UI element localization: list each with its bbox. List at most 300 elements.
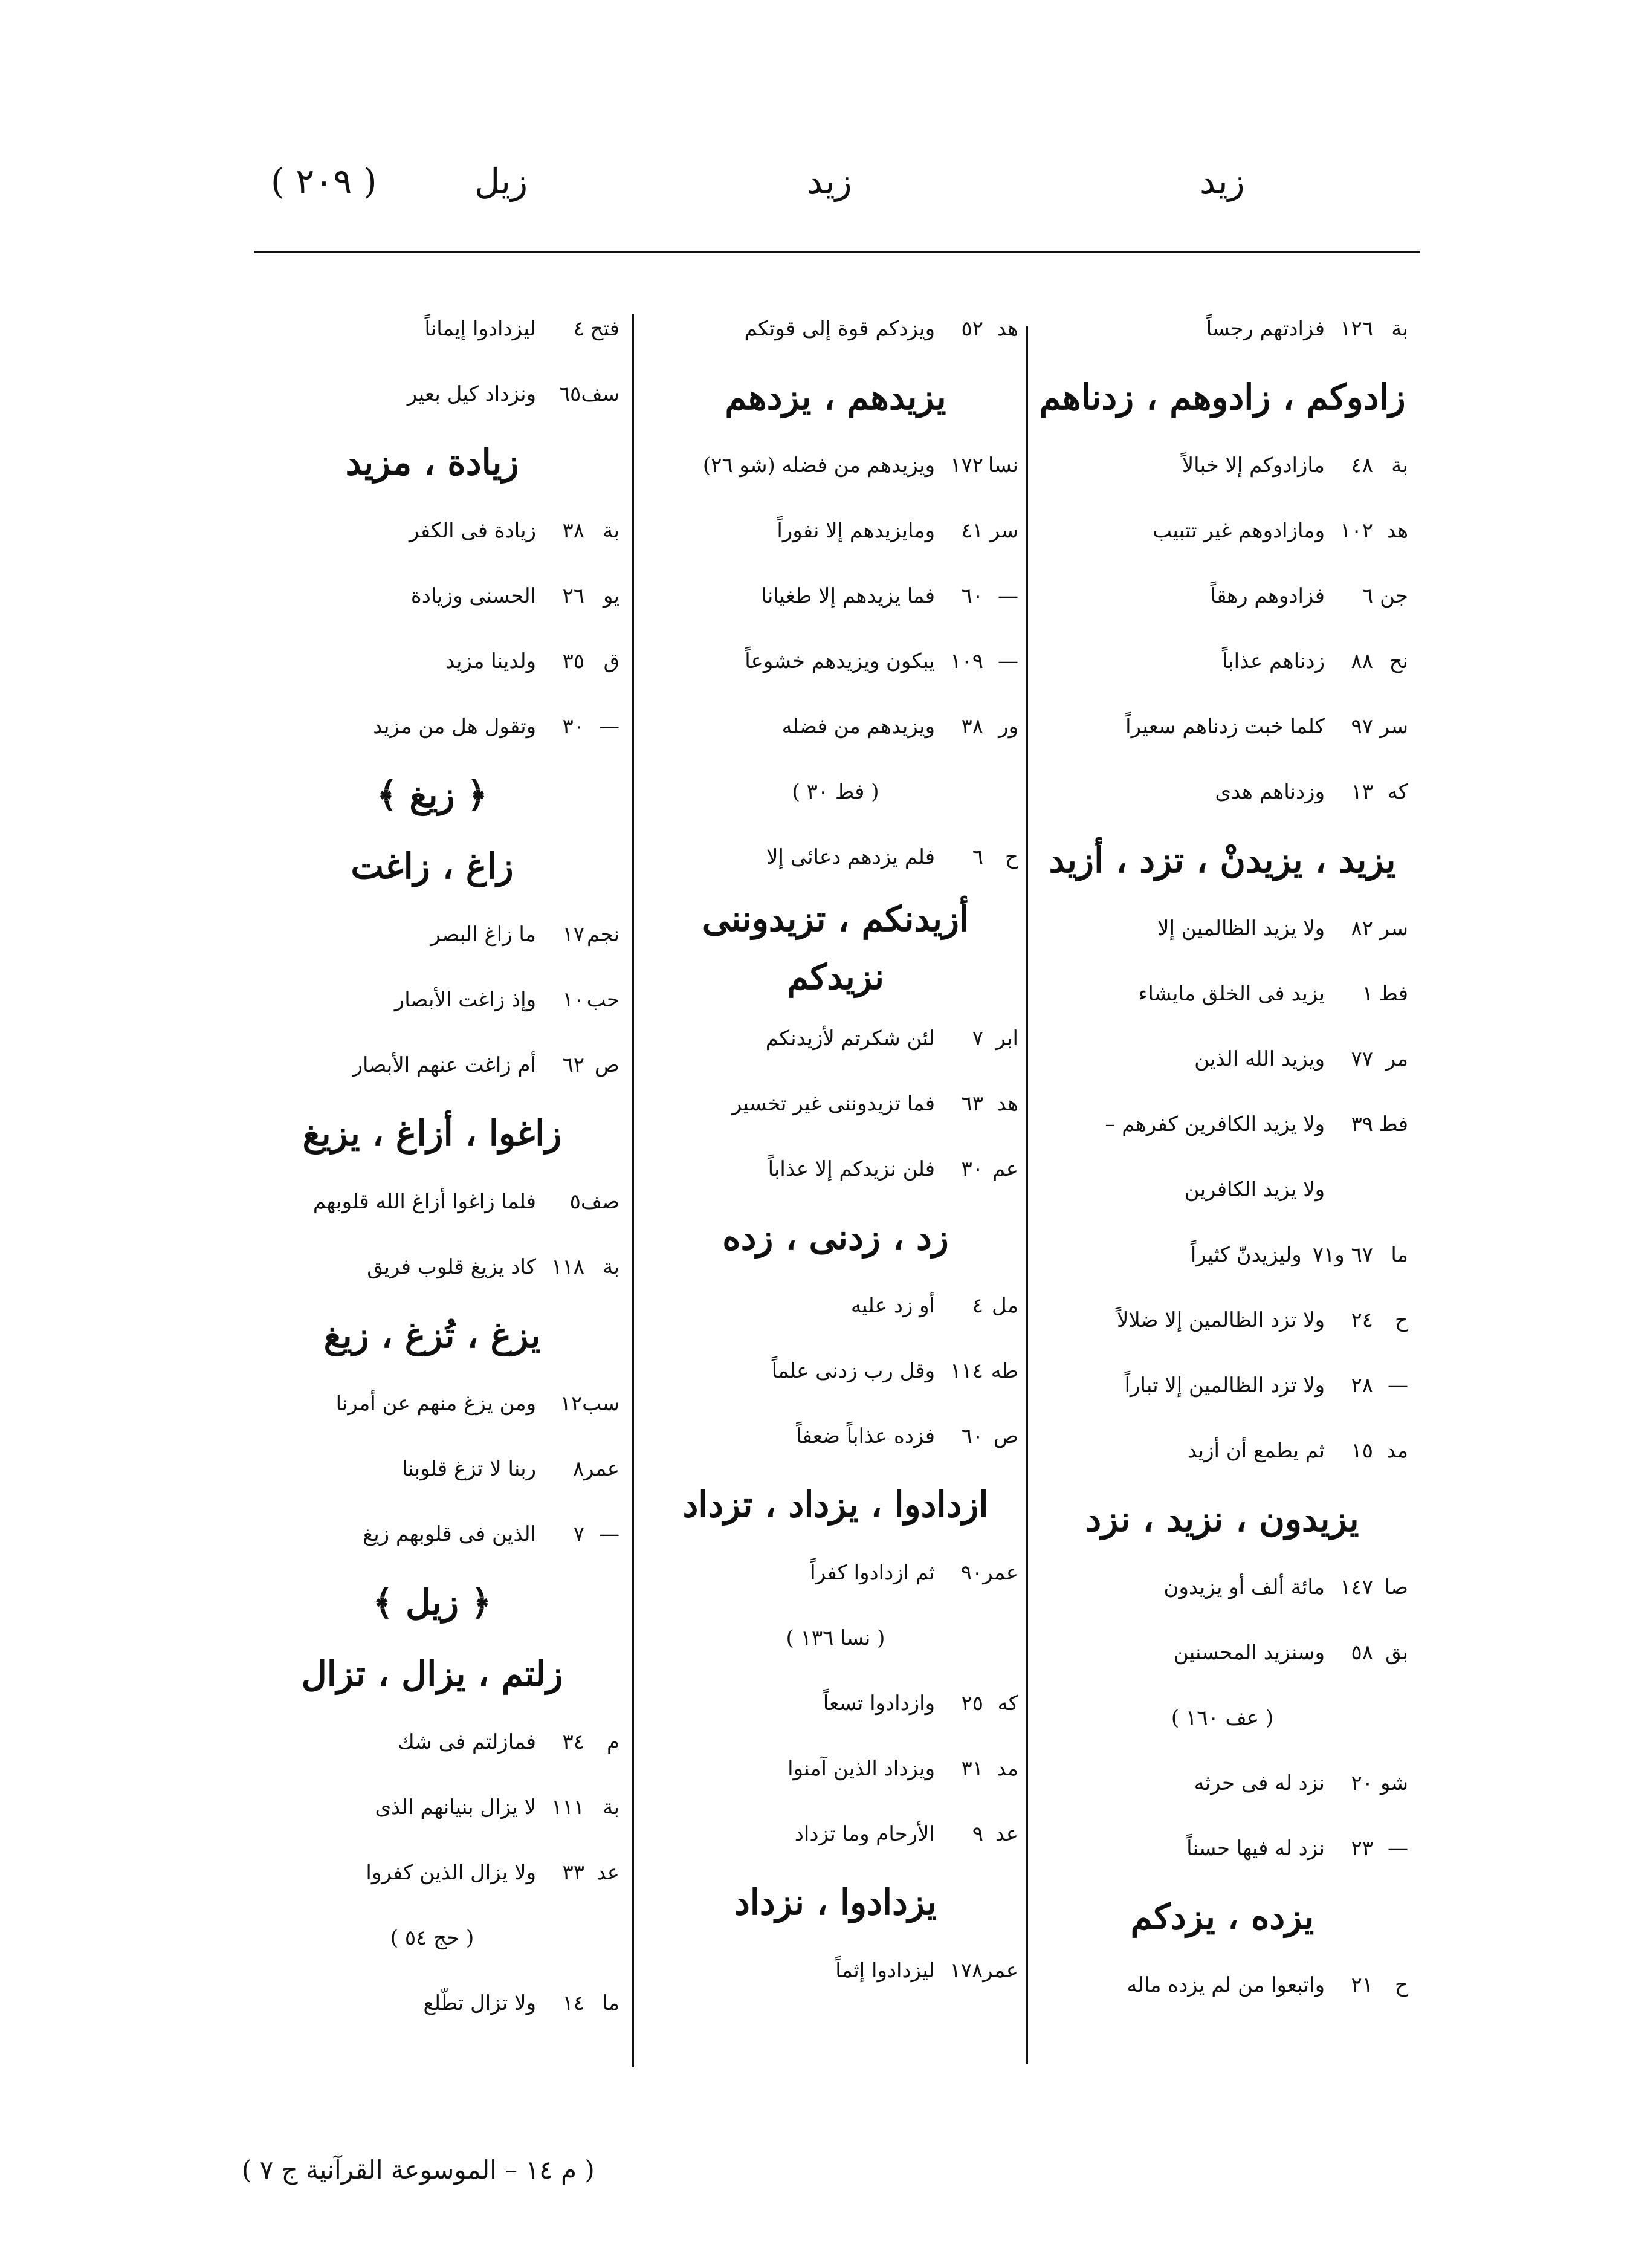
verse-number: ٥٢ [961,317,983,341]
sura-abbreviation: ح [1005,845,1018,869]
verse-text: الذين فى قلوبهم زيغ [363,1522,536,1546]
sura-abbreviation: ح [1395,1308,1408,1332]
verse-text: مازادوكم إلا خبالاً [1182,453,1325,478]
verse-reference [1336,1026,1408,1092]
sura-abbreviation: بة [603,1255,619,1279]
verse-reference [1336,498,1408,563]
sura-abbreviation: عم [992,1157,1018,1181]
verse-text: نزد له فيها حسناً [1186,1836,1325,1861]
verse-number: ٢٣ [1351,1836,1373,1861]
sura-abbreviation: مر [1386,1047,1408,1071]
verse-reference [1336,1620,1408,1685]
verse-reference [1313,1222,1408,1288]
entry-heading: يزيدون ، نزيد ، نزد [1085,1498,1359,1540]
verse-entry [653,694,1018,759]
verse-reference [1336,296,1408,361]
verse-text: لا يزال بنيانهم الذى [375,1795,536,1819]
verse-number: ٤ [972,1294,983,1318]
sura-abbreviation: مل [992,1294,1018,1318]
entry-heading: ﴿ زيل ﴾ [372,1582,492,1623]
verse-number: ٢١ [1351,1973,1373,1997]
entry-heading: نزيدكم [787,956,884,997]
verse-entry [653,1136,1018,1202]
verse-entry [653,629,1018,694]
verse-number: ٢٨ [1351,1373,1373,1398]
sura-abbreviation: صف [580,1190,619,1214]
verse-text: الأرحام وما تزداد [794,1822,935,1846]
verse-reference [1336,896,1408,961]
verse-text: مائة ألف أو يزيدون [1163,1575,1325,1599]
verse-number: ٤ [573,317,584,341]
verse-reference [1336,563,1408,629]
verse-reference [547,1436,619,1502]
verse-reference [547,902,619,967]
column-left [245,296,619,2036]
verse-number: ٢٥ [961,1691,983,1716]
verse-text: وسنزيد المحسنين [1173,1641,1325,1665]
verse-text: ويزيد الله الذين [1194,1047,1325,1071]
verse-number: ٧٧ [1351,1047,1373,1071]
sura-abbreviation: هد [997,317,1018,341]
sura-abbreviation: نسا [988,453,1018,478]
verse-entry [653,1736,1018,1801]
verse-reference [946,1736,1018,1801]
verse-reference [1336,694,1408,759]
verse-text: زدناهم عذاباً [1221,649,1325,673]
verse-text: ولا يزال الذين كفروا [366,1861,536,1885]
verse-number: ٣٨ [961,714,983,739]
verse-number: ٦ [972,845,983,869]
verse-entry [1036,563,1408,629]
sura-abbreviation: — [1388,1836,1408,1861]
verse-reference [547,361,619,427]
verse-number: ٨ [573,1457,584,1481]
entry-heading: يزده ، يزدكم [1130,1896,1314,1937]
verse-reference [547,1234,619,1300]
sura-abbreviation: هد [997,1092,1018,1116]
sura-abbreviation: سب [582,1392,619,1416]
verse-entry [1036,1418,1408,1483]
verse-reference [946,1671,1018,1736]
verse-reference [547,1371,619,1436]
verse-text: ولا يزيد الكافرين [1184,1178,1325,1202]
verse-number: ٢٠ [1351,1771,1373,1795]
verse-reference [946,1404,1018,1469]
verse-entry [653,1006,1018,1071]
sura-abbreviation: سر [989,519,1018,543]
sura-abbreviation: طه [991,1359,1018,1383]
verse-entry [245,361,619,427]
sura-abbreviation: هد [1386,519,1408,543]
verse-reference [1336,1952,1408,2018]
header-rule [254,251,1420,253]
sura-abbreviation: فط [1379,1112,1408,1136]
sura-abbreviation: فط [1379,982,1408,1006]
sura-abbreviation: — [599,714,619,739]
verse-text: ولا تزد الظالمين إلا تباراً [1124,1373,1325,1398]
header-word-left: زيل [474,161,528,202]
verse-reference [547,498,619,563]
verse-number: ٨٢ [1351,916,1373,941]
verse-reference [946,1801,1018,1867]
verse-number: ١٠ [562,988,584,1012]
verse-text: فلن نزيدكم إلا عذاباً [768,1157,935,1181]
verse-text: وزدناهم هدى [1215,780,1325,804]
verse-reference [946,1273,1018,1338]
verse-number: ٣٨ [562,519,584,543]
verse-number: ٣٥ [562,649,584,673]
verse-reference [1336,629,1408,694]
entry-heading: يزغ ، تُزغ ، زيغ [323,1315,541,1356]
verse-number: ١٧٢ [950,453,983,478]
verse-reference [1336,1555,1408,1620]
verse-entry [653,1671,1018,1736]
sura-abbreviation: عمر [983,1561,1018,1585]
verse-entry [245,296,619,361]
verse-text: ربنا لا تزغ قلوبنا [402,1457,536,1481]
verse-text: أم زاغت عنهم الأبصار [352,1053,536,1077]
entry-heading: يزيدهم ، يزدهم [725,377,946,418]
verse-number: ١٢٦ [1340,317,1373,341]
verse-entry [1036,433,1408,498]
verse-text: فما تزيدوننى غير تخسير [731,1092,935,1116]
verse-entry [245,1775,619,1840]
verse-number: ٩٠ [960,1561,983,1585]
verse-number: ١١١ [551,1795,584,1819]
verse-entry [1036,629,1408,694]
verse-text: الحسنى وزيادة [410,584,536,608]
verse-number: ٣٩ [1351,1112,1373,1136]
cross-reference: ( فط ٣٠ ) [792,780,879,804]
entry-heading: ازدادوا ، يزداد ، تزداد [682,1484,989,1525]
verse-text: وتقول هل من مزيد [373,714,536,739]
verse-reference [1336,1288,1408,1353]
verse-number: ٣٠ [562,714,584,739]
verse-reference [547,1169,619,1234]
verse-text: فما يزيدهم إلا طغيانا [761,584,935,608]
entry-heading: زادوكم ، زادوهم ، زدناهم [1039,377,1406,418]
entry-heading: يزيد ، يزيدنْ ، تزد ، أزيد [1049,840,1396,881]
sura-abbreviation: فتح [590,317,619,341]
verse-text: ومن يزغ منهم عن أمرنا [335,1392,536,1416]
verse-number: ١٥ [1351,1439,1373,1463]
verse-text: ولا تزال تطّلع [423,1991,536,2015]
verse-entry [1036,1952,1408,2018]
verse-reference [547,694,619,759]
verse-number: ١٠٩ [950,649,983,673]
verse-text: فزده عذاباً ضعفاً [796,1424,935,1448]
verse-entry [1036,1816,1408,1881]
verse-reference [1336,961,1408,1026]
verse-entry [245,694,619,759]
sura-abbreviation: كه [1387,780,1408,804]
verse-entry [245,1169,619,1234]
column-divider [632,314,634,2067]
verse-reference [547,1032,619,1098]
verse-reference [946,1938,1018,2003]
verse-entry [1036,296,1408,361]
verse-number: ٩ [972,1822,983,1846]
verse-entry [1036,1555,1408,1620]
sura-abbreviation: بة [1391,317,1408,341]
verse-text: فلم يزدهم دعائى إلا [766,845,935,869]
sura-abbreviation: ق [603,649,619,673]
verse-entry [1036,1288,1408,1353]
column-right [1036,296,1408,2018]
cross-reference: ( حج ٥٤ ) [390,1926,474,1950]
verse-entry [1036,1751,1408,1816]
verse-entry [245,1840,619,1905]
sura-abbreviation: عد [995,1822,1018,1846]
sura-abbreviation: بة [603,1795,619,1819]
verse-reference [547,1775,619,1840]
sura-abbreviation: م [606,1730,619,1754]
verse-entry [1036,1026,1408,1092]
sura-abbreviation: — [599,1522,619,1546]
verse-reference [946,694,1018,759]
verse-reference [946,825,1018,890]
verse-reference [946,498,1018,563]
sura-abbreviation: ح [1395,1973,1408,1997]
verse-text: ويزداد الذين آمنوا [787,1757,935,1781]
entry-heading: زاغوا ، أزاغ ، يزيغ [302,1113,562,1154]
sura-abbreviation: جن [1380,584,1408,608]
verse-entry [1036,1157,1408,1222]
sura-abbreviation: سف [581,382,619,406]
verse-entry [653,1338,1018,1404]
sura-abbreviation: ما [1391,1243,1408,1267]
verse-text: ثم ازدادوا كفراً [810,1561,935,1585]
verse-entry [1036,694,1408,759]
verse-reference [946,1136,1018,1202]
sura-abbreviation: ور [998,714,1018,739]
verse-text: ويزدكم قوة إلى قوتكم [744,317,935,341]
verse-text: ويزيدهم من فضله (شو ٢٦) [702,453,935,478]
verse-number: ١ [1362,982,1373,1006]
entry-heading: زد ، زدنى ، زده [722,1217,949,1258]
sura-abbreviation: بق [1385,1641,1408,1665]
verse-number: ٦٣ [961,1092,983,1116]
verse-entry [245,1709,619,1775]
verse-text: ويزيدهم من فضله [781,714,935,739]
verse-number: ٨٨ [1351,649,1373,673]
verse-number: ٦٠ [961,584,983,608]
verse-number: ٣١ [961,1757,983,1781]
sura-abbreviation: مد [1386,1439,1408,1463]
verse-number: ٢٤ [1351,1308,1373,1332]
verse-entry [245,1032,619,1098]
verse-reference [1336,1816,1408,1881]
verse-number: ٦٥ [558,382,581,406]
sura-abbreviation: مد [996,1757,1018,1781]
sura-abbreviation: نجم [586,922,619,947]
sura-abbreviation: عمر [584,1457,619,1481]
verse-number: ١٣ [1351,780,1373,804]
entry-heading: ﴿ زيغ ﴾ [377,774,488,815]
verse-number: ١٧ [562,922,584,947]
verse-entry [245,1971,619,2036]
verse-number: ١٤٧ [1340,1575,1373,1599]
verse-entry [245,967,619,1032]
verse-number: ٤٨ [1351,453,1373,478]
verse-number: ٦٠ [961,1424,983,1448]
verse-entry [245,1436,619,1502]
verse-text: يبكون ويزيدهم خشوعاً [745,649,935,673]
verse-number: ٦٢ [562,1053,584,1077]
cross-reference: ( نسا ١٣٦ ) [786,1626,885,1650]
sura-abbreviation: — [998,649,1018,673]
verse-reference [946,1540,1018,1605]
sura-abbreviation: ص [594,1053,619,1077]
verse-text: وازدادوا تسعاً [823,1691,935,1716]
verse-entry [653,296,1018,361]
verse-reference [1336,759,1408,825]
verse-text: واتبعوا من لم يزده ماله [1127,1973,1325,1997]
verse-entry [245,1371,619,1436]
verse-reference [1336,1157,1408,1222]
column-divider [1026,326,1028,2064]
verse-text: ليزدادوا إثماً [835,1959,935,1983]
verse-reference [1336,1353,1408,1418]
entry-heading: يزدادوا ، نزداد [734,1882,937,1923]
verse-number: ٣٤ [562,1730,584,1754]
verse-text: لئن شكرتم لأزيدنكم [765,1026,935,1051]
verse-entry [1036,1092,1408,1157]
verse-text: وقل رب زدنى علماً [771,1359,935,1383]
verse-text: كاد يزيغ قلوب فريق [367,1255,536,1279]
verse-number: ١٠٢ [1340,519,1373,543]
verse-number: ٧ [573,1522,584,1546]
footer-note: ( م ١٤ – الموسوعة القرآنية ج ٧ ) [242,2155,595,2185]
verse-entry [245,629,619,694]
verse-entry [653,825,1018,890]
page-number: ( ٢٠٩ ) [271,161,377,202]
verse-number: ٥ [569,1190,581,1214]
verse-entry [245,1502,619,1567]
verse-reference [547,629,619,694]
verse-entry [1036,759,1408,825]
verse-text: ونزداد كيل بعير [407,382,536,406]
sura-abbreviation: سر [1379,714,1408,739]
verse-reference [547,1502,619,1567]
sura-abbreviation: بة [603,519,619,543]
sura-abbreviation: عمر [983,1959,1018,1983]
verse-number: ٦٧ و٧١ [1312,1243,1373,1267]
sura-abbreviation: — [1388,1373,1408,1398]
verse-reference [547,967,619,1032]
verse-reference [547,1840,619,1905]
verse-text: ولا يزيد الكافرين كفرهم – [1105,1112,1325,1136]
verse-number: ٥٨ [1351,1641,1373,1665]
verse-reference [547,1709,619,1775]
verse-reference [946,563,1018,629]
sura-abbreviation: نح [1389,649,1408,673]
verse-entry [1036,1353,1408,1418]
verse-number: ٣٣ [562,1861,584,1885]
verse-entry [245,563,619,629]
verse-text: ثم يطمع أن أزيد [1187,1439,1325,1463]
verse-entry [653,563,1018,629]
verse-text: ليزدادوا إيماناً [424,317,536,341]
verse-number: ١١٨ [551,1255,584,1279]
verse-text: يزيد فى الخلق مايشاء [1138,982,1325,1006]
verse-entry [653,1071,1018,1136]
sura-abbreviation: سر [1379,916,1408,941]
verse-entry [653,433,1018,498]
verse-text: وإذ زاغت الأبصار [394,988,536,1012]
verse-reference [946,629,1018,694]
verse-reference [1336,1418,1408,1483]
verse-text: أو زد عليه [850,1294,935,1318]
verse-entry [653,1938,1018,2003]
verse-number: ٤١ [961,519,983,543]
verse-reference [1336,433,1408,498]
entry-heading: زلتم ، يزال ، تزال [301,1653,563,1694]
verse-text: كلما خبت زدناهم سعيراً [1125,714,1325,739]
sura-abbreviation: حب [586,988,619,1012]
verse-entry [653,1540,1018,1605]
verse-entry [245,498,619,563]
verse-entry [1036,1222,1408,1288]
verse-number: ٧ [972,1026,983,1051]
verse-reference [1336,1092,1408,1157]
verse-reference [1336,1751,1408,1816]
header-word-right: زيد [1200,161,1245,202]
verse-text: نزد له فى حرثه [1194,1771,1325,1795]
sura-abbreviation: كه [997,1691,1018,1716]
sura-abbreviation: ص [993,1424,1018,1448]
verse-text: فزادوهم رهقاً [1210,584,1325,608]
verse-number: ١٢ [560,1392,583,1416]
verse-entry [653,1273,1018,1338]
sura-abbreviation: — [998,584,1018,608]
sura-abbreviation: عد [596,1861,619,1885]
verse-text: وليزيدنّ كثيراً [1190,1243,1302,1267]
verse-text: ومايزيدهم إلا نفوراً [777,519,935,543]
sura-abbreviation: بة [1391,453,1408,478]
verse-reference [946,433,1018,498]
sura-abbreviation: يو [603,584,619,608]
entry-heading: أزيدنكم ، تزيدوننى [702,898,969,939]
verse-text: فلما زاغوا أزاغ الله قلوبهم [312,1190,536,1214]
verse-entry [1036,961,1408,1026]
sura-abbreviation: شو [1380,1771,1408,1795]
entry-heading: زيادة ، مزيد [345,442,519,483]
verse-number: ٣٠ [961,1157,983,1181]
sura-abbreviation: صا [1384,1575,1408,1599]
verse-reference [946,1006,1018,1071]
verse-number: ٩٧ [1351,714,1373,739]
verse-entry [653,1404,1018,1469]
verse-number: ١٤ [562,1991,584,2015]
verse-entry [245,902,619,967]
verse-entry [1036,1620,1408,1685]
verse-entry [1036,896,1408,961]
verse-text: زيادة فى الكفر [409,519,536,543]
verse-reference [946,1338,1018,1404]
verse-number: ٦ [1362,584,1373,608]
sura-abbreviation: ابر [995,1026,1018,1051]
verse-entry [653,1801,1018,1867]
verse-reference [547,296,619,361]
cross-reference: ( عف ١٦٠ ) [1171,1706,1274,1730]
verse-reference [547,563,619,629]
verse-reference [946,296,1018,361]
column-middle [653,296,1018,2003]
verse-text: ولا تزد الظالمين إلا ضلالاً [1116,1308,1325,1332]
verse-text: ولدينا مزيد [445,649,536,673]
entry-heading: زاغ ، زاغت [351,846,514,887]
